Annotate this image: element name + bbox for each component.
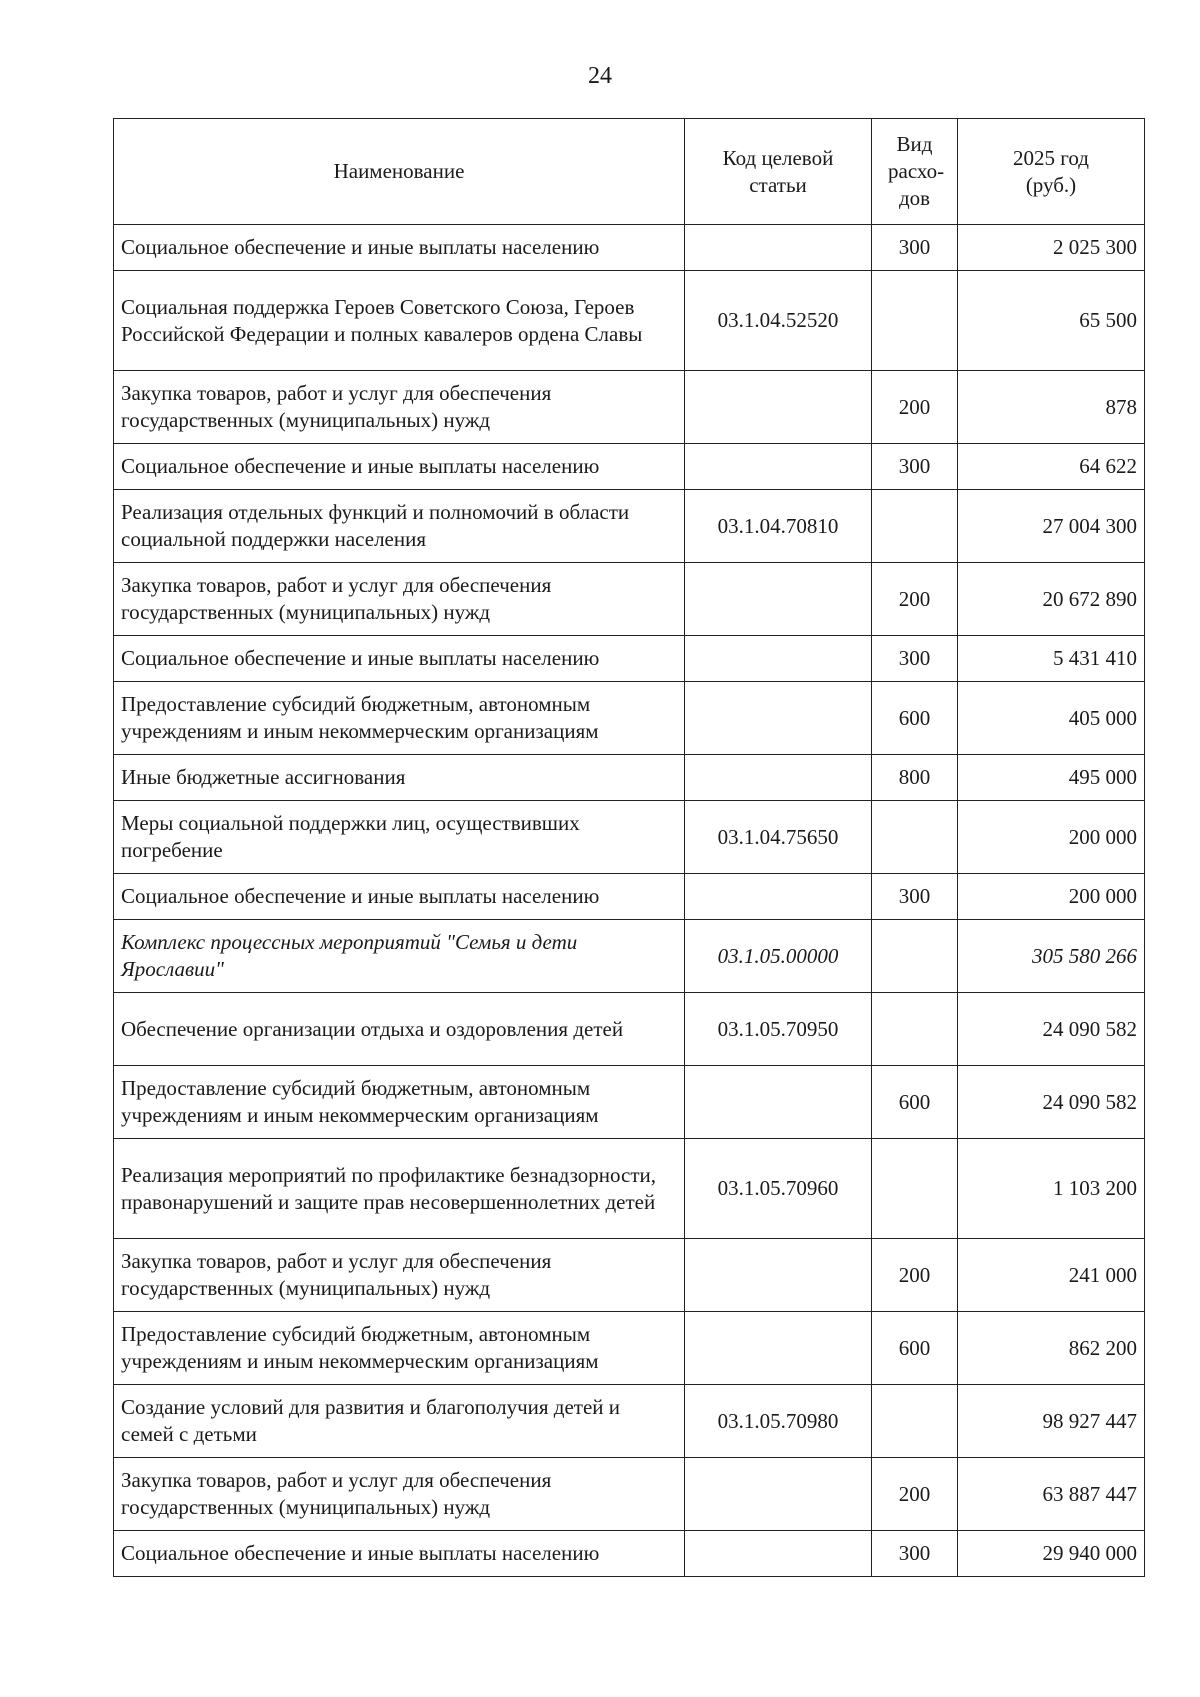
row-type <box>872 1139 958 1239</box>
table-row <box>114 755 1145 801</box>
table-row <box>114 1239 1145 1312</box>
table-row <box>114 993 1145 1066</box>
row-code: 03.1.05.70950 <box>685 993 872 1066</box>
row-name: Обеспечение организации отдыха и оздоровления детей <box>114 993 685 1066</box>
table-row <box>114 444 1145 490</box>
row-amount: 405 000 <box>958 682 1145 755</box>
row-code <box>685 874 872 920</box>
row-type <box>872 1385 958 1458</box>
row-name: Предоставление субсидий бюджетным, автономным учреждениям и иным некоммерческим организациям <box>114 682 685 755</box>
table-row <box>114 636 1145 682</box>
page-number: 24 <box>588 63 612 89</box>
row-amount: 5 431 410 <box>958 636 1145 682</box>
row-type: 300 <box>872 874 958 920</box>
row-amount: 64 622 <box>958 444 1145 490</box>
budget-table <box>113 118 1145 1577</box>
row-amount: 495 000 <box>958 755 1145 801</box>
row-type: 200 <box>872 371 958 444</box>
row-name: Меры социальной поддержки лиц, осуществивших погребение <box>114 801 685 874</box>
table-row <box>114 563 1145 636</box>
row-code <box>685 371 872 444</box>
row-amount: 65 500 <box>958 271 1145 371</box>
row-amount: 24 090 582 <box>958 1066 1145 1139</box>
row-name: Комплекс процессных мероприятий "Семья и дети Ярославии" <box>114 920 685 993</box>
row-code <box>685 563 872 636</box>
header-type: Вид расхо-дов <box>872 119 958 225</box>
row-name: Социальное обеспечение и иные выплаты населению <box>114 225 685 271</box>
table-row <box>114 1385 1145 1458</box>
row-name: Предоставление субсидий бюджетным, автономным учреждениям и иным некоммерческим организациям <box>114 1066 685 1139</box>
header-name: Наименование <box>114 119 685 225</box>
row-code <box>685 1239 872 1312</box>
row-code <box>685 1312 872 1385</box>
row-code <box>685 225 872 271</box>
row-code <box>685 1066 872 1139</box>
table-row <box>114 371 1145 444</box>
row-name: Закупка товаров, работ и услуг для обеспечения государственных (муниципальных) нужд <box>114 371 685 444</box>
row-amount: 98 927 447 <box>958 1385 1145 1458</box>
table-row <box>114 1458 1145 1531</box>
row-type: 800 <box>872 755 958 801</box>
table-row <box>114 801 1145 874</box>
table-row-section <box>114 920 1145 993</box>
row-type <box>872 993 958 1066</box>
row-type: 300 <box>872 1531 958 1577</box>
row-amount: 241 000 <box>958 1239 1145 1312</box>
row-amount: 862 200 <box>958 1312 1145 1385</box>
table-row <box>114 1312 1145 1385</box>
row-amount: 63 887 447 <box>958 1458 1145 1531</box>
table-row <box>114 490 1145 563</box>
row-amount: 20 672 890 <box>958 563 1145 636</box>
row-name: Социальное обеспечение и иные выплаты населению <box>114 444 685 490</box>
row-code: 03.1.05.70960 <box>685 1139 872 1239</box>
row-type: 300 <box>872 225 958 271</box>
row-type: 600 <box>872 682 958 755</box>
row-code <box>685 1531 872 1577</box>
row-type: 300 <box>872 444 958 490</box>
row-code: 03.1.04.75650 <box>685 801 872 874</box>
row-name: Социальное обеспечение и иные выплаты населению <box>114 636 685 682</box>
table-row <box>114 225 1145 271</box>
table-row <box>114 874 1145 920</box>
row-type: 200 <box>872 1239 958 1312</box>
row-code: 03.1.05.70980 <box>685 1385 872 1458</box>
row-code <box>685 1458 872 1531</box>
row-type <box>872 801 958 874</box>
row-amount: 29 940 000 <box>958 1531 1145 1577</box>
row-name: Иные бюджетные ассигнования <box>114 755 685 801</box>
table-row <box>114 271 1145 371</box>
row-code <box>685 682 872 755</box>
row-name: Предоставление субсидий бюджетным, автономным учреждениям и иным некоммерческим организациям <box>114 1312 685 1385</box>
table-row <box>114 682 1145 755</box>
table-row <box>114 1139 1145 1239</box>
row-amount: 305 580 266 <box>958 920 1145 993</box>
row-code: 03.1.04.70810 <box>685 490 872 563</box>
row-name: Реализация отдельных функций и полномочий в области социальной поддержки населения <box>114 490 685 563</box>
row-code: 03.1.04.52520 <box>685 271 872 371</box>
row-type: 200 <box>872 1458 958 1531</box>
row-type <box>872 490 958 563</box>
row-code <box>685 755 872 801</box>
row-code <box>685 444 872 490</box>
row-code <box>685 636 872 682</box>
row-name: Социальное обеспечение и иные выплаты населению <box>114 1531 685 1577</box>
row-name: Социальная поддержка Героев Советского Союза, Героев Российской Федерации и полных кавалеров ордена Славы <box>114 271 685 371</box>
row-name: Реализация мероприятий по профилактике безнадзорности, правонарушений и защите прав несовершеннолетних детей <box>114 1139 685 1239</box>
row-name: Закупка товаров, работ и услуг для обеспечения государственных (муниципальных) нужд <box>114 563 685 636</box>
table-row <box>114 1531 1145 1577</box>
row-type: 300 <box>872 636 958 682</box>
row-type: 600 <box>872 1066 958 1139</box>
table-header-row <box>114 119 1145 225</box>
row-type <box>872 920 958 993</box>
row-name: Создание условий для развития и благополучия детей и семей с детьми <box>114 1385 685 1458</box>
header-code: Код целевой статьи <box>685 119 872 225</box>
row-code: 03.1.05.00000 <box>685 920 872 993</box>
row-amount: 27 004 300 <box>958 490 1145 563</box>
row-amount: 878 <box>958 371 1145 444</box>
row-name: Социальное обеспечение и иные выплаты населению <box>114 874 685 920</box>
row-name: Закупка товаров, работ и услуг для обеспечения государственных (муниципальных) нужд <box>114 1458 685 1531</box>
row-amount: 200 000 <box>958 801 1145 874</box>
row-amount: 1 103 200 <box>958 1139 1145 1239</box>
row-amount: 200 000 <box>958 874 1145 920</box>
row-amount: 24 090 582 <box>958 993 1145 1066</box>
table-row <box>114 1066 1145 1139</box>
row-type: 200 <box>872 563 958 636</box>
row-name: Закупка товаров, работ и услуг для обеспечения государственных (муниципальных) нужд <box>114 1239 685 1312</box>
header-amount: 2025 год (руб.) <box>958 119 1145 225</box>
row-amount: 2 025 300 <box>958 225 1145 271</box>
row-type: 600 <box>872 1312 958 1385</box>
row-type <box>872 271 958 371</box>
